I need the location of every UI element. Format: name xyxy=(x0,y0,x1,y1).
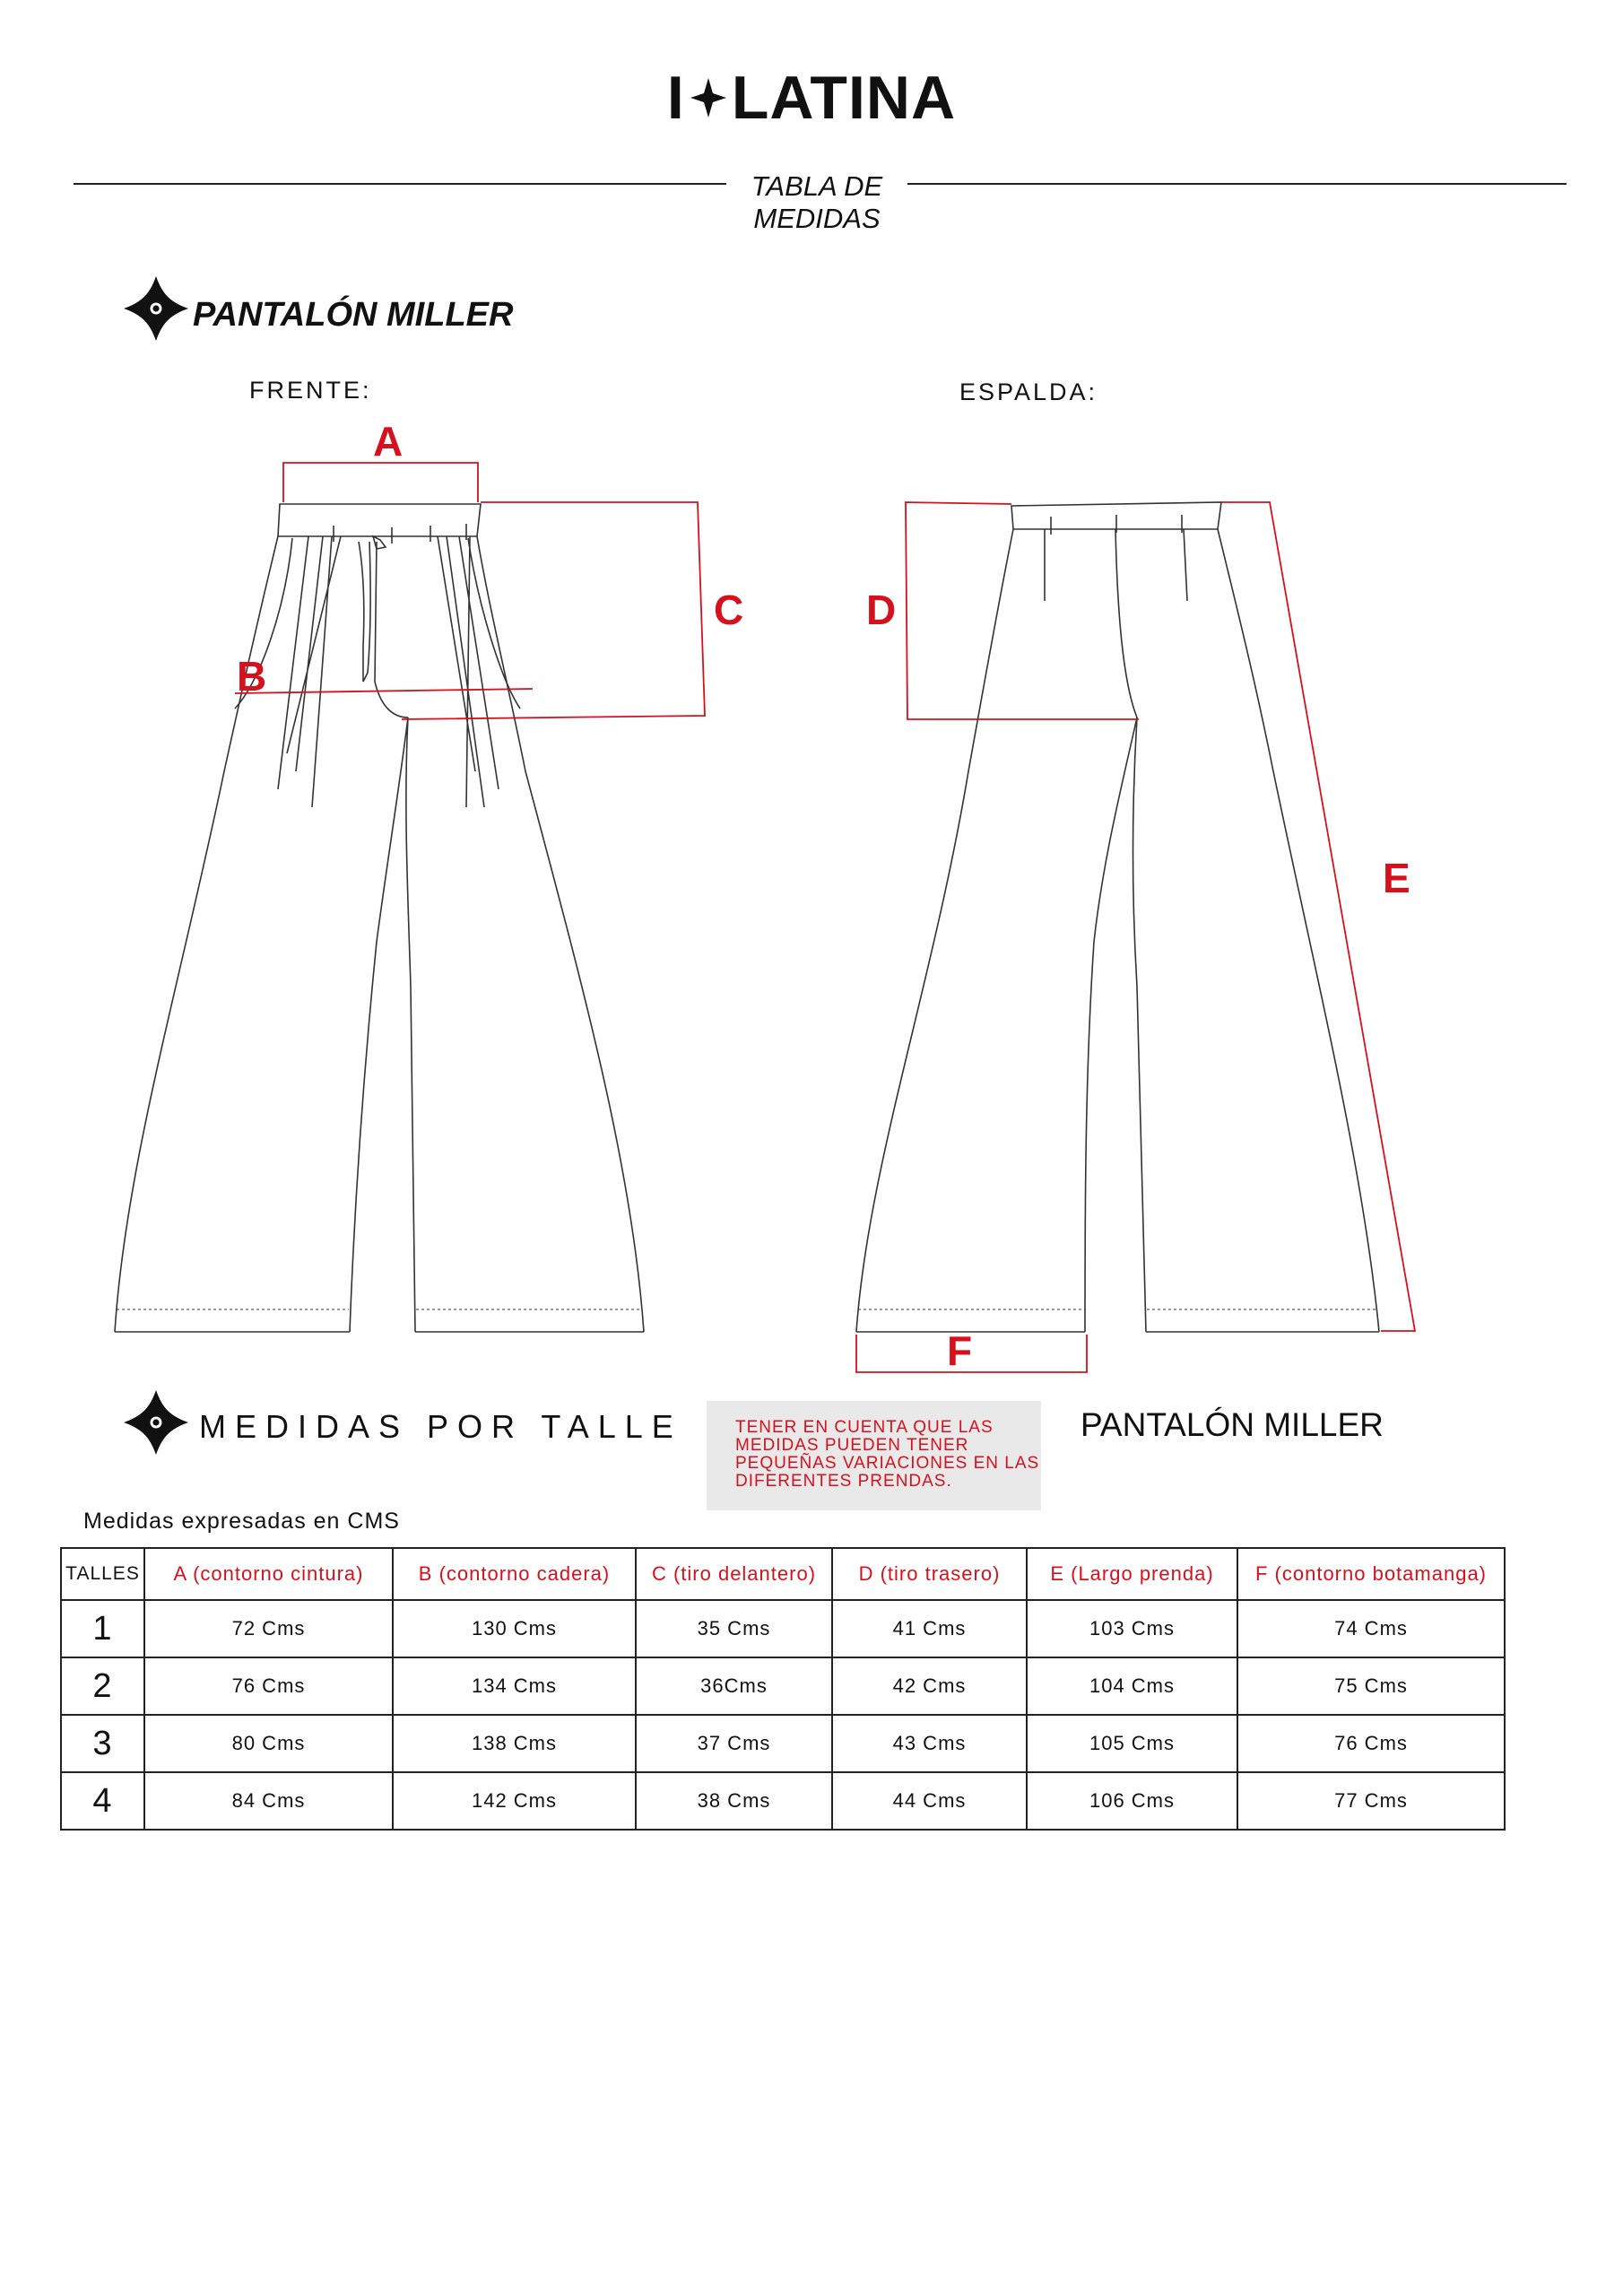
table-header-cell: A (contorno cintura) xyxy=(144,1548,393,1600)
units-note: Medidas expresadas en CMS xyxy=(83,1509,400,1534)
garment-title: PANTALÓN MILLER xyxy=(193,296,514,334)
table-cell: 38 Cms xyxy=(636,1772,832,1830)
table-cell: 74 Cms xyxy=(1237,1600,1505,1657)
sizes-section-title: MEDIDAS POR TALLE xyxy=(199,1408,682,1445)
table-cell: 142 Cms xyxy=(393,1772,636,1830)
brand-logo-left: I xyxy=(666,64,685,132)
measure-e-guide xyxy=(1221,502,1415,1331)
back-view-trousers xyxy=(856,502,1379,1332)
measure-f-letter: F xyxy=(947,1327,973,1374)
table-cell: 130 Cms xyxy=(393,1600,636,1657)
table-cell: 134 Cms xyxy=(393,1657,636,1715)
table-cell: 3 xyxy=(61,1715,144,1772)
table-cell: 43 Cms xyxy=(832,1715,1027,1772)
table-cell: 75 Cms xyxy=(1237,1657,1505,1715)
table-cell: 77 Cms xyxy=(1237,1772,1505,1830)
table-cell: 2 xyxy=(61,1657,144,1715)
measure-a-guide xyxy=(283,463,478,502)
table-cell: 104 Cms xyxy=(1027,1657,1237,1715)
table-cell: 36Cms xyxy=(636,1657,832,1715)
measure-a-letter: A xyxy=(373,422,404,465)
table-cell: 4 xyxy=(61,1772,144,1830)
table-header-cell: F (contorno botamanga) xyxy=(1237,1548,1505,1600)
table-header-cell: D (tiro trasero) xyxy=(832,1548,1027,1600)
table-header-cell: B (contorno cadera) xyxy=(393,1548,636,1600)
header-divider-right xyxy=(907,183,1567,185)
table-cell: 72 Cms xyxy=(144,1600,393,1657)
table-row xyxy=(61,1600,1505,1657)
document-title: TABLA DE MEDIDAS xyxy=(751,170,883,234)
table-header-row xyxy=(61,1548,1505,1600)
measure-d-guide xyxy=(906,502,1139,719)
table-cell: 105 Cms xyxy=(1027,1715,1237,1772)
table-cell: 84 Cms xyxy=(144,1772,393,1830)
table-header-cell: E (Largo prenda) xyxy=(1027,1548,1237,1600)
measure-c-guide xyxy=(402,502,705,719)
table-header-cell: TALLES xyxy=(61,1548,144,1600)
table-cell: 37 Cms xyxy=(636,1715,832,1772)
table-row xyxy=(61,1772,1505,1830)
four-petal-star-icon xyxy=(124,1390,188,1455)
front-view-trousers xyxy=(115,504,644,1332)
front-view-label: FRENTE: xyxy=(249,377,372,404)
measure-b-guide xyxy=(235,689,533,693)
four-petal-star-icon xyxy=(124,276,188,341)
table-cell: 76 Cms xyxy=(144,1657,393,1715)
measure-e-letter: E xyxy=(1383,855,1410,901)
table-cell: 80 Cms xyxy=(144,1715,393,1772)
measure-b-letter: B xyxy=(237,653,267,700)
table-cell: 103 Cms xyxy=(1027,1600,1237,1657)
table-cell: 42 Cms xyxy=(832,1657,1027,1715)
brand-logo-right: LATINA xyxy=(731,64,957,132)
back-view-label: ESPALDA: xyxy=(959,378,1098,405)
trousers-technical-drawing xyxy=(0,422,1623,1390)
brand-logo xyxy=(0,63,1623,133)
table-row xyxy=(61,1715,1505,1772)
variation-note-text: TENER EN CUENTA QUE LAS MEDIDAS PUEDEN TENER PEQUEÑAS VARIACIONES EN LAS DIFERENTES PRENDAS. xyxy=(735,1418,1040,1491)
table-cell: 41 Cms xyxy=(832,1600,1027,1657)
table-cell: 76 Cms xyxy=(1237,1715,1505,1772)
table-cell: 44 Cms xyxy=(832,1772,1027,1830)
table-cell: 1 xyxy=(61,1600,144,1657)
measure-d-letter: D xyxy=(866,587,897,633)
back-measurement-guides xyxy=(856,502,1415,1372)
table-header-cell: C (tiro delantero) xyxy=(636,1548,832,1600)
sizes-garment-subtitle: PANTALÓN MILLER xyxy=(1081,1406,1384,1443)
header-divider-left xyxy=(74,183,726,185)
table-row xyxy=(61,1657,1505,1715)
measure-c-letter: C xyxy=(714,587,744,633)
table-cell: 106 Cms xyxy=(1027,1772,1237,1830)
table-cell: 35 Cms xyxy=(636,1600,832,1657)
four-point-star-icon xyxy=(690,78,726,117)
table-cell: 138 Cms xyxy=(393,1715,636,1772)
size-table xyxy=(60,1547,1506,1831)
